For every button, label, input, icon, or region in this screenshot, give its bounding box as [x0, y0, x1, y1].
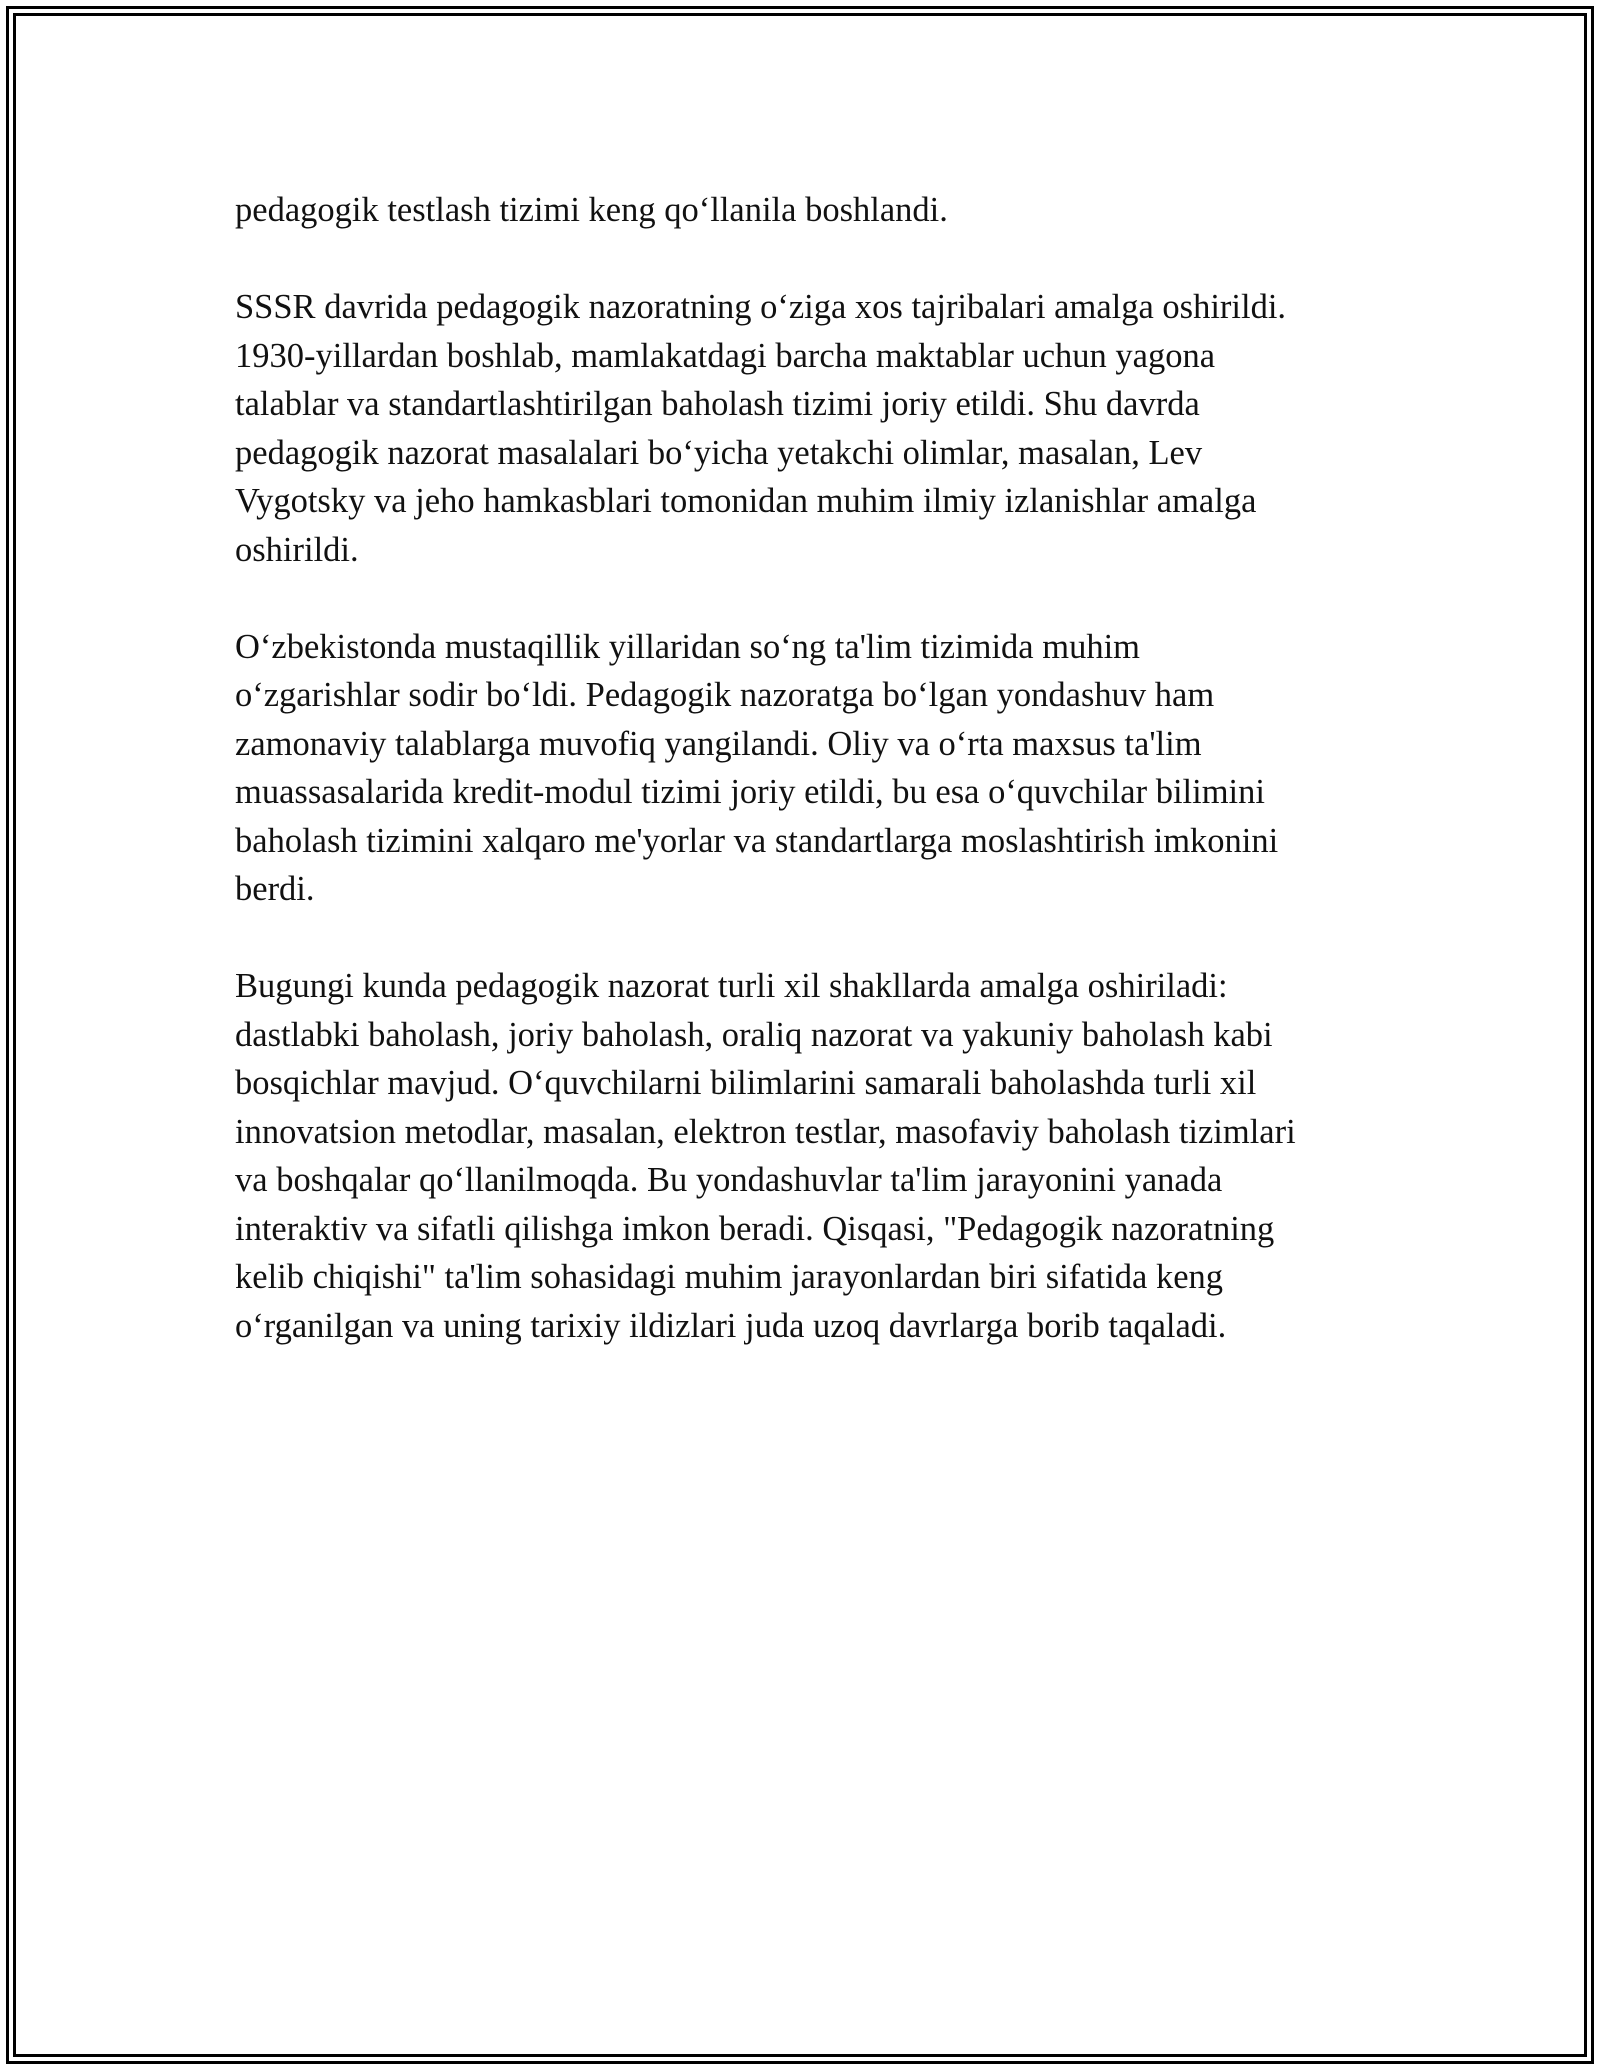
text-line: SSSR davrida pedagogik nazoratning o‘ziga xos tajribalari amalga oshirildi. [235, 288, 1287, 326]
text-line: pedagogik testlash tizimi keng qo‘llanila boshlandi. [235, 191, 948, 229]
text-line: o‘zgarishlar sodir bo‘ldi. Pedagogik nazoratga bo‘lgan yondashuv ham [235, 676, 1215, 714]
text-line: interaktiv va sifatli qilishga imkon beradi. Qisqasi, "Pedagogik nazoratning [235, 1209, 1275, 1248]
text-line: baholash tizimini xalqaro me'yorlar va standartlarga moslashtirish imkonini [235, 821, 1279, 860]
text-line: berdi. [235, 870, 315, 908]
text-line: innovatsion metodlar, masalan, elektron testlar, masofaviy baholash tizimlari [235, 1112, 1296, 1151]
document-body [235, 186, 1375, 1399]
text-line: pedagogik nazorat masalalari bo‘yicha yetakchi olimlar, masalan, Lev [235, 433, 1203, 472]
paragraph-3 [235, 623, 1375, 914]
text-line: dastlabki baholash, joriy baholash, oraliq nazorat va yakuniy baholash kabi [235, 1015, 1273, 1054]
paragraph-1 [235, 186, 1375, 235]
text-line: 1930-yillardan boshlab, mamlakatdagi barcha maktablar uchun yagona [235, 336, 1216, 375]
text-line: Bugungi kunda pedagogik nazorat turli xil shakllarda amalga oshiriladi: [235, 967, 1228, 1005]
text-line: va boshqalar qo‘llanilmoqda. Bu yondashuvlar ta'lim jarayonini yanada [235, 1161, 1223, 1199]
text-line: oshirildi. [235, 530, 359, 569]
paragraph-4 [235, 962, 1375, 1350]
paragraph-2 [235, 283, 1375, 574]
text-line: talablar va standartlashtirilgan baholash tizimi joriy etildi. Shu davrda [235, 385, 1200, 423]
text-line: O‘zbekistonda mustaqillik yillaridan so‘ng ta'lim tizimida muhim [235, 627, 1140, 666]
text-line: o‘rganilgan va uning tarixiy ildizlari juda uzoq davrlarga borib taqaladi. [235, 1306, 1227, 1345]
text-line: muassasalarida kredit-modul tizimi joriy etildi, bu esa o‘quvchilar bilimini [235, 773, 1265, 811]
text-line: zamonaviy talablarga muvofiq yangilandi. Oliy va o‘rta maxsus ta'lim [235, 724, 1202, 763]
text-line: kelib chiqishi" ta'lim sohasidagi muhim jarayonlardan biri sifatida keng [235, 1258, 1224, 1296]
text-line: Vygotsky va jeho hamkasblari tomonidan muhim ilmiy izlanishlar amalga [235, 482, 1257, 520]
text-line: bosqichlar mavjud. O‘quvchilarni bilimlarini samarali baholashda turli xil [235, 1064, 1257, 1102]
